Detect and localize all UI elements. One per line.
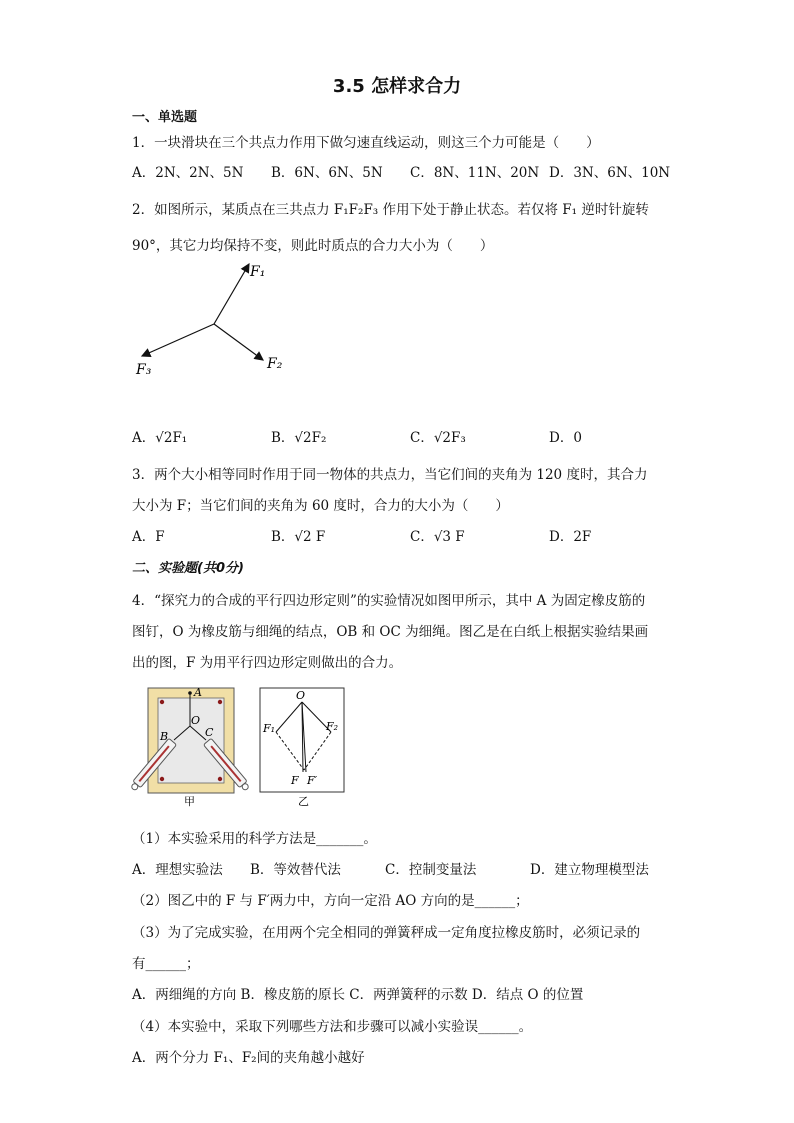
caption-jia: 甲 bbox=[184, 795, 195, 808]
force-vector-f2 bbox=[214, 324, 263, 360]
label-f1: F₁ bbox=[250, 264, 266, 280]
q4-sub1-option-b[interactable]: B．等效替代法 bbox=[250, 862, 341, 878]
q4-sub1-option-c[interactable]: C．控制变量法 bbox=[385, 862, 477, 878]
q3-option-a[interactable]: A．F bbox=[132, 529, 165, 545]
label-o: O bbox=[296, 689, 306, 702]
q2-option-d[interactable]: D．0 bbox=[549, 430, 582, 446]
question-2-stem-line1: 2．如图所示，某质点在三共点力 F₁F₂F₃ 作用下处于静止状态。若仅将 F₁ 逆时针旋转 bbox=[132, 202, 649, 218]
label-f: F bbox=[291, 774, 299, 787]
label-o: O bbox=[191, 714, 201, 727]
q4-sub3-line2: 有______； bbox=[132, 956, 200, 972]
q4-sub1-option-d[interactable]: D．建立物理模型法 bbox=[530, 862, 649, 878]
q4-sub1: （1）本实验采用的科学方法是_______。 bbox=[132, 831, 377, 847]
q3-option-b[interactable]: B．√2 F bbox=[271, 529, 326, 545]
q4-sub4-option-a[interactable]: A．两个分力 F₁、F₂间的夹角越小越好 bbox=[132, 1050, 365, 1066]
label-f3: F₃ bbox=[136, 362, 152, 378]
question-3-stem-line2: 大小为 F；当它们间的夹角为 60 度时，合力的大小为（ ） bbox=[132, 498, 509, 514]
pin-icon bbox=[218, 777, 222, 781]
page-title: 3.5 怎样求合力 bbox=[332, 76, 462, 97]
label-f2: F₂ bbox=[267, 356, 283, 372]
caption-yi: 乙 bbox=[298, 795, 309, 808]
q2-force-diagram bbox=[132, 260, 292, 380]
question-2-stem-line2: 90°，其它力均保持不变，则此时质点的合力大小为（ ） bbox=[132, 238, 494, 254]
figure-yi-parallelogram bbox=[258, 684, 348, 809]
q4-sub1-option-a[interactable]: A．理想实验法 bbox=[132, 862, 223, 878]
force-vector-f3 bbox=[142, 324, 214, 356]
question-3-stem-line1: 3．两个大小相等同时作用于同一物体的共点力，当它们间的夹角为 120 度时，其合力 bbox=[132, 467, 648, 483]
question-4-stem-line1: 4．“探究力的合成的平行四边形定则”的实验情况如图甲所示，其中 A 为固定橡皮筋的 bbox=[132, 593, 646, 609]
q2-option-b[interactable]: B．√2F₂ bbox=[271, 430, 327, 446]
q1-option-a[interactable]: A．2N、2N、5N bbox=[132, 165, 244, 181]
label-f1: F₁ bbox=[263, 722, 276, 735]
label-f-prime: F′ bbox=[307, 774, 318, 787]
q1-option-d[interactable]: D．3N、6N、10N bbox=[549, 165, 671, 181]
figure-jia-experiment-setup bbox=[134, 684, 244, 809]
section-heading-experiment: 二、实验题(共0分) bbox=[132, 561, 244, 576]
q4-sub3-line1: （3）为了完成实验，在用两个完全相同的弹簧秤成一定角度拉橡皮筋时，必须记录的 bbox=[132, 925, 641, 941]
label-a: A bbox=[194, 686, 202, 699]
pin-icon bbox=[218, 700, 222, 704]
q4-sub3-options[interactable]: A．两细绳的方向 B．橡皮筋的原长 C．两弹簧秤的示数 D．结点 O 的位置 bbox=[132, 987, 584, 1003]
q2-option-a[interactable]: A．√2F₁ bbox=[132, 430, 188, 446]
q2-option-c[interactable]: C．√2F₃ bbox=[410, 430, 466, 446]
label-f2: F₂ bbox=[326, 720, 339, 733]
pin-a bbox=[188, 691, 192, 695]
q3-option-d[interactable]: D．2F bbox=[549, 529, 592, 545]
pin-icon bbox=[160, 777, 164, 781]
pin-icon bbox=[160, 700, 164, 704]
q4-sub2: （2）图乙中的 F 与 F′两力中，方向一定沿 AO 方向的是______； bbox=[132, 893, 529, 909]
question-1-stem: 1．一块滑块在三个共点力作用下做匀速直线运动，则这三个力可能是（ ） bbox=[132, 135, 600, 151]
question-4-stem-line2: 图钉，O 为橡皮筋与细绳的结点，OB 和 OC 为细绳。图乙是在白纸上根据实验结果画 bbox=[132, 624, 649, 640]
q1-option-c[interactable]: C．8N、11N、20N bbox=[410, 165, 540, 181]
q3-option-c[interactable]: C．√3 F bbox=[410, 529, 465, 545]
section-heading-single-choice: 一、单选题 bbox=[132, 110, 198, 125]
question-4-stem-line3: 出的图，F 为用平行四边形定则做出的合力。 bbox=[132, 655, 403, 671]
force-vector-f1 bbox=[214, 264, 249, 324]
q4-sub4: （4）本实验中，采取下列哪些方法和步骤可以减小实验误______。 bbox=[132, 1019, 533, 1035]
label-b: B bbox=[160, 730, 169, 743]
q1-option-b[interactable]: B．6N、6N、5N bbox=[271, 165, 383, 181]
label-c: C bbox=[205, 726, 214, 739]
